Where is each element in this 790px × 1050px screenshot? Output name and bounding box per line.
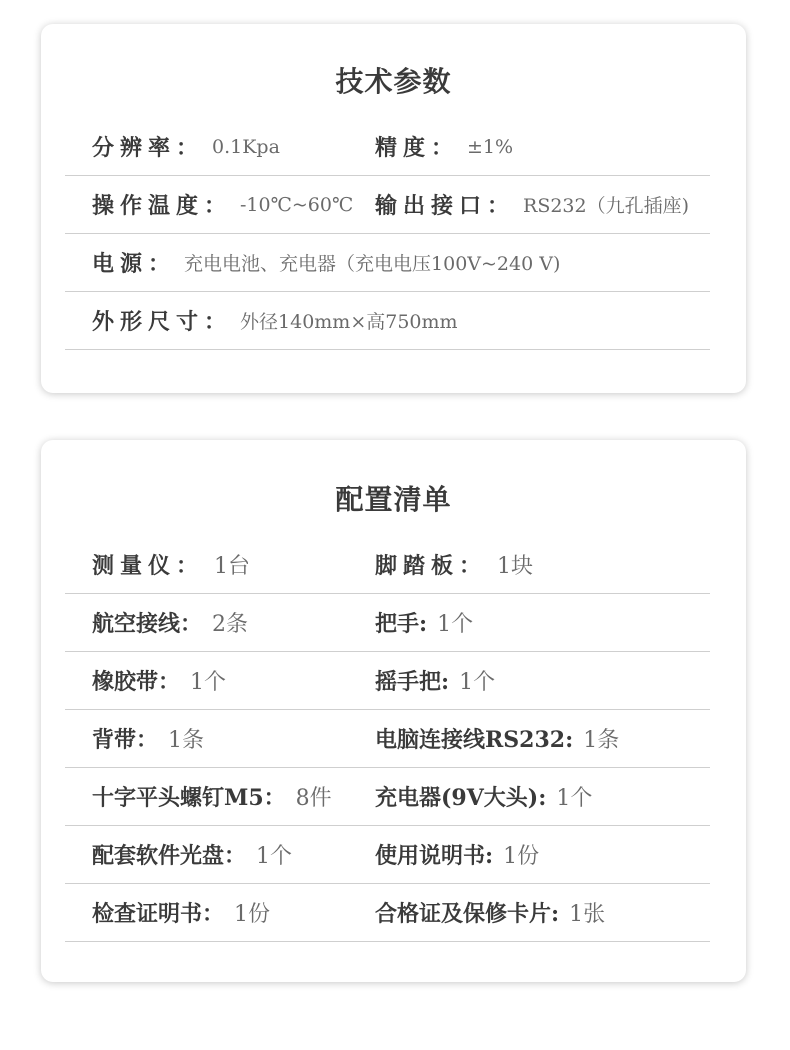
config-item bbox=[92, 710, 204, 767]
config-item-label: 检查证明书： bbox=[92, 901, 225, 927]
config-item bbox=[92, 652, 226, 709]
param-label: 输出接口： bbox=[375, 193, 516, 219]
param-value: RS232（九孔插座) bbox=[523, 195, 690, 217]
param-value: 充电电池、充电器（充电电压100V~240 V) bbox=[184, 253, 561, 275]
config-item bbox=[92, 826, 292, 883]
tech-params-title: 技术参数 bbox=[335, 65, 452, 98]
config-item-label: 配套软件光盘： bbox=[92, 843, 247, 869]
config-item-label: 十字平头螺钉M5： bbox=[92, 785, 286, 811]
config-item bbox=[375, 594, 473, 651]
config-list-title: 配置清单 bbox=[335, 483, 452, 516]
param-label: 分辨率： bbox=[92, 135, 205, 161]
config-row bbox=[65, 652, 710, 710]
config-item-label: 摇手把: bbox=[375, 669, 450, 695]
config-item-qty: 8件 bbox=[295, 786, 332, 811]
tech-params-card bbox=[41, 24, 746, 393]
config-item bbox=[92, 768, 332, 825]
param-value: 0.1Kpa bbox=[212, 135, 280, 158]
config-row bbox=[65, 826, 710, 884]
param-label: 精度： bbox=[375, 135, 460, 161]
config-item-qty: 1条 bbox=[168, 728, 205, 753]
config-item-label: 脚踏板： bbox=[375, 553, 488, 579]
config-item-qty: 1台 bbox=[214, 554, 251, 579]
tech-params-list bbox=[65, 118, 710, 350]
config-row bbox=[65, 536, 710, 594]
config-item-label: 橡胶带： bbox=[92, 669, 181, 695]
config-row bbox=[65, 884, 710, 942]
config-item-qty: 1块 bbox=[497, 554, 534, 579]
param-power bbox=[92, 234, 560, 291]
config-item bbox=[375, 652, 495, 709]
config-item-qty: 1份 bbox=[234, 902, 271, 927]
param-value: -10℃~60℃ bbox=[240, 193, 354, 216]
config-item-label: 航空接线： bbox=[92, 611, 203, 637]
config-list-card bbox=[41, 440, 746, 982]
config-item-qty: 1个 bbox=[437, 612, 474, 637]
tech-param-row bbox=[65, 118, 710, 176]
config-item-label: 测量仪： bbox=[92, 553, 205, 579]
config-item-label: 使用说明书: bbox=[375, 843, 494, 869]
param-label: 外形尺寸： bbox=[92, 309, 233, 335]
config-item-label: 把手: bbox=[375, 611, 428, 637]
config-row bbox=[65, 768, 710, 826]
tech-param-row bbox=[65, 176, 710, 234]
param-operating-temp bbox=[92, 176, 353, 233]
config-list bbox=[65, 536, 710, 942]
config-item bbox=[375, 768, 592, 825]
config-item-qty: 1个 bbox=[459, 670, 496, 695]
param-label: 操作温度： bbox=[92, 193, 233, 219]
param-dimensions bbox=[92, 292, 458, 349]
config-item-qty: 1个 bbox=[256, 844, 293, 869]
config-item bbox=[375, 536, 533, 593]
tech-param-row bbox=[65, 234, 710, 292]
tech-param-row bbox=[65, 292, 710, 350]
param-accuracy bbox=[375, 118, 513, 175]
config-item bbox=[375, 826, 539, 883]
config-item-qty: 1条 bbox=[583, 728, 620, 753]
config-item-qty: 2条 bbox=[212, 612, 249, 637]
config-item-label: 电脑连接线RS232: bbox=[375, 727, 574, 753]
param-value: 外径140mm×高750mm bbox=[240, 311, 458, 333]
param-label: 电源： bbox=[92, 251, 177, 277]
param-resolution bbox=[92, 118, 280, 175]
config-item bbox=[92, 594, 248, 651]
config-item-qty: 1个 bbox=[190, 670, 227, 695]
config-item bbox=[92, 536, 250, 593]
config-item-label: 背带： bbox=[92, 727, 159, 753]
config-row bbox=[65, 710, 710, 768]
config-item-label: 合格证及保修卡片: bbox=[375, 901, 560, 927]
config-item-qty: 1张 bbox=[569, 902, 606, 927]
config-row bbox=[65, 594, 710, 652]
config-item bbox=[375, 884, 605, 941]
param-output-port bbox=[375, 176, 689, 233]
config-item-qty: 1份 bbox=[503, 844, 540, 869]
config-item bbox=[375, 710, 619, 767]
config-item-qty: 1个 bbox=[556, 786, 593, 811]
config-item bbox=[92, 884, 270, 941]
config-item-label: 充电器(9V大头): bbox=[375, 785, 547, 811]
param-value: ±1% bbox=[467, 135, 514, 158]
